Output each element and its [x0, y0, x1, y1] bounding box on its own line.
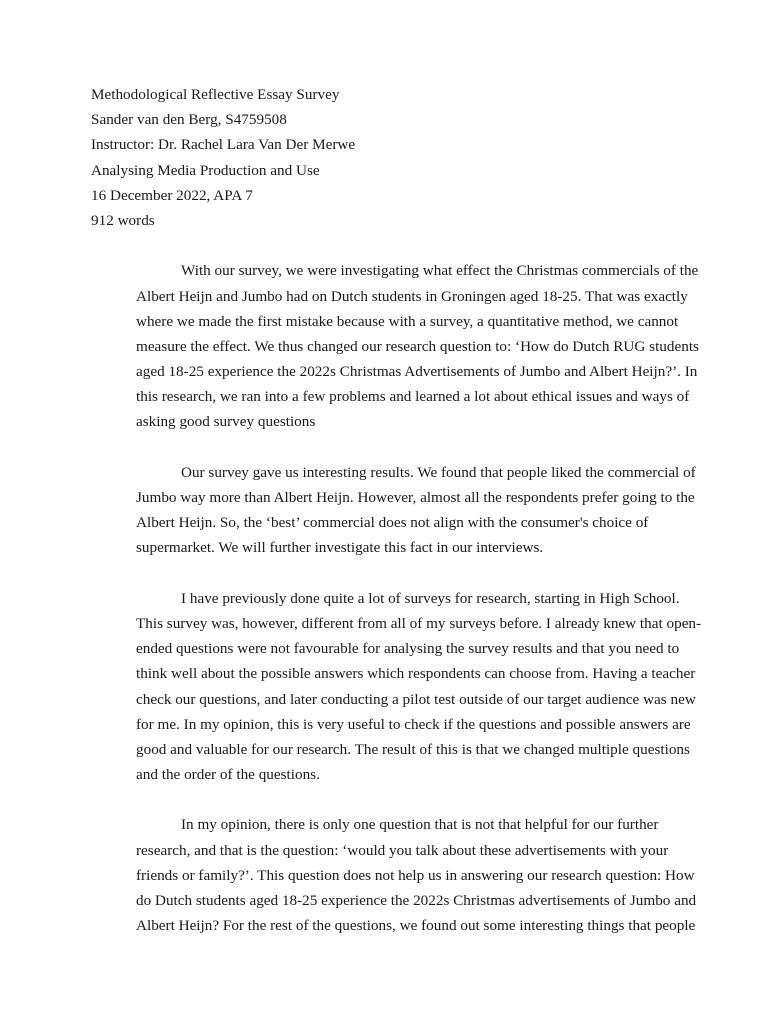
paragraph-line: ended questions were not favourable for analysing the survey results and that you need to	[136, 640, 680, 658]
paragraph-line: good and valuable for our research. The result of this is that we changed multiple questions	[136, 740, 690, 758]
word-count-line: 912 words	[91, 211, 155, 229]
paragraph-line: supermarket. We will further investigate this fact in our interviews.	[136, 539, 544, 557]
paragraph-line: With our survey, we were investigating what effect the Christmas commercials of the	[181, 262, 699, 280]
paragraph-line: Albert Heijn and Jumbo had on Dutch students in Groningen aged 18-25. That was exactly	[136, 287, 688, 305]
paragraph-line: Albert Heijn? For the rest of the questions, we found out some interesting things that people	[136, 917, 696, 935]
document-body	[91, 82, 702, 938]
paragraph-line: This survey was, however, different from all of my surveys before. I already knew that open-	[136, 614, 702, 632]
paragraph-line: check our questions, and later conducting a pilot test outside of our target audience was new	[136, 690, 696, 708]
paragraph-line: for me. In my opinion, this is very useful to check if the questions and possible answers are	[136, 715, 691, 733]
paragraph-line: Our survey gave us interesting results. We found that people liked the commercial of	[181, 463, 696, 481]
paragraph-line: aged 18-25 experience the 2022s Christmas Advertisements of Jumbo and Albert Heijn?’. In	[136, 363, 698, 381]
blank-line	[91, 561, 671, 586]
paragraph-line: do Dutch students aged 18-25 experience the 2022s Christmas advertisements of Jumbo and	[136, 892, 697, 909]
paragraph-line: I have previously done quite a lot of surveys for research, starting in High School.	[181, 589, 680, 607]
essay-title: Methodological Reflective Essay Survey	[91, 86, 340, 103]
paragraph-1	[91, 258, 699, 434]
paragraph-line: Jumbo way more than Albert Heijn. However, almost all the respondents prefer going to the	[136, 489, 695, 506]
paragraph-line: measure the effect. We thus changed our research question to: ‘How do Dutch RUG students	[136, 337, 699, 355]
paragraph-2	[91, 460, 696, 561]
paragraph-4	[91, 812, 697, 938]
document-header	[91, 82, 671, 233]
blank-line	[91, 233, 671, 258]
paragraph-line: In my opinion, there is only one question that is not that helpful for our further	[181, 816, 659, 834]
paragraph-line: Albert Heijn. So, the ‘best’ commercial does not align with the consumer's choice of	[136, 514, 649, 532]
paragraph-line: and the order of the questions.	[136, 766, 320, 784]
instructor-line: Instructor: Dr. Rachel Lara Van Der Merwe	[91, 136, 356, 154]
paragraph-3	[91, 586, 702, 788]
course-line: Analysing Media Production and Use	[91, 161, 320, 179]
paragraph-line: think well about the possible answers which respondents can choose from. Having a teacher	[136, 665, 696, 683]
blank-line	[91, 435, 671, 460]
author-line: Sander van den Berg, S4759508	[91, 111, 287, 129]
date-style-line: 16 December 2022, APA 7	[91, 186, 253, 204]
paragraph-line: friends or family?’. This question does not help us in answering our research question: How	[136, 866, 695, 884]
paragraph-line: research, and that is the question: ‘would you talk about these advertisements with your	[136, 841, 669, 859]
paragraph-line: where we made the first mistake because with a survey, a quantitative method, we cannot	[136, 312, 679, 330]
blank-line	[91, 787, 671, 812]
paragraph-line: asking good survey questions	[136, 413, 316, 431]
paragraph-line: this research, we ran into a few problems and learned a lot about ethical issues and ways of	[136, 388, 690, 406]
